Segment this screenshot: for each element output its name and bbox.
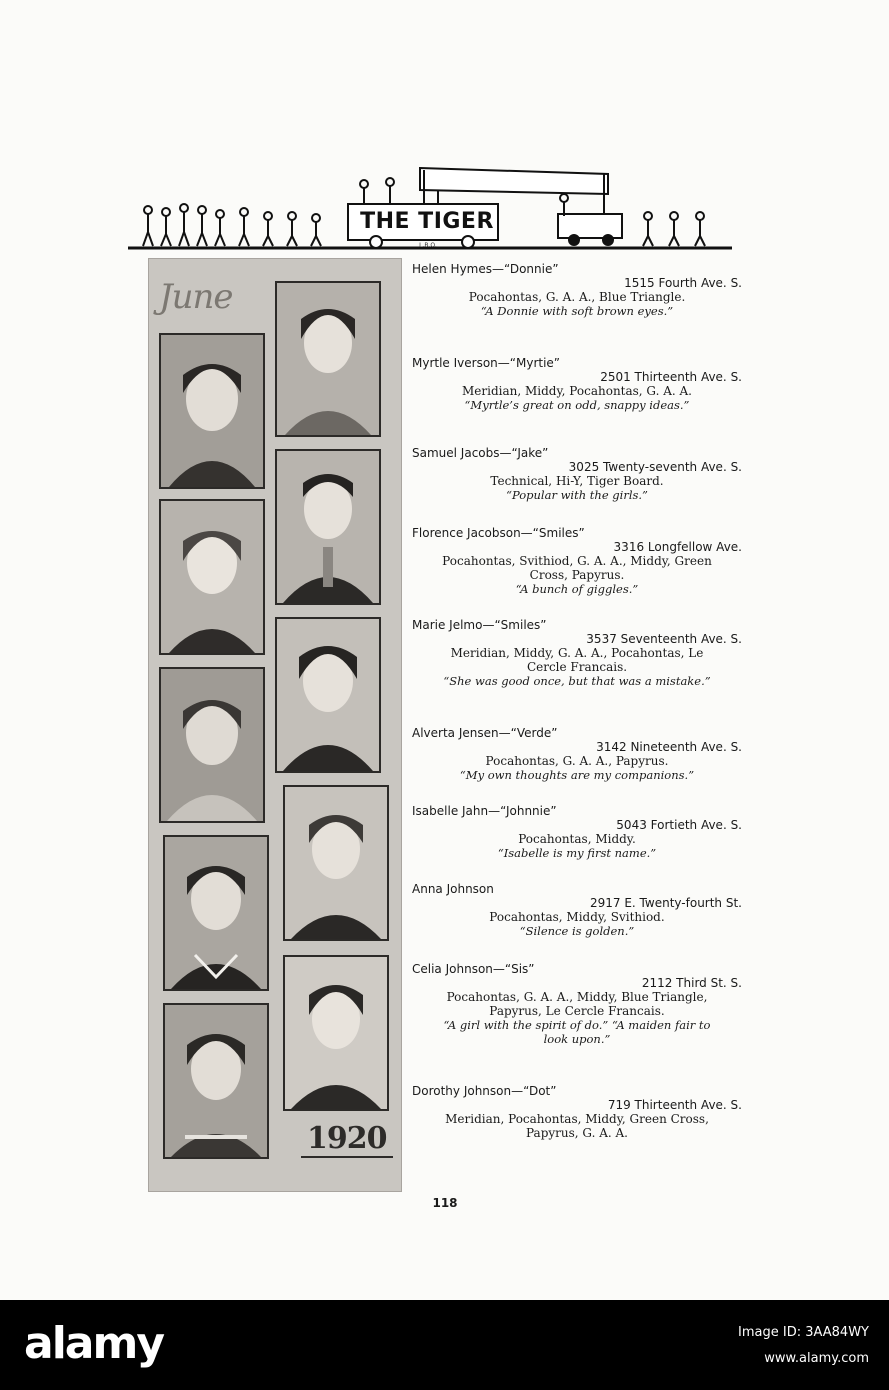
student-address: 3537 Seventeenth Ave. S. <box>586 632 742 646</box>
student-address: 5043 Fortieth Ave. S. <box>616 818 742 832</box>
student-address: 1515 Fourth Ave. S. <box>624 276 742 290</box>
student-name: Samuel Jacobs—“Jake” <box>412 446 549 460</box>
student-address: 3025 Twenty-seventh Ave. S. <box>568 460 742 474</box>
student-quote: “A girl with the spirit of do.” “A maiden fair to look upon.” <box>443 1018 711 1046</box>
portrait-photo <box>283 785 389 941</box>
student-name: Helen Hymes—“Donnie” <box>412 262 559 276</box>
student-quote: “A bunch of giggles.” <box>515 582 639 596</box>
parade-illustration <box>128 148 732 256</box>
student-clubs: Technical, Hi-Y, Tiger Board. <box>490 474 664 488</box>
student-address: 3142 Nineteenth Ave. S. <box>596 740 742 754</box>
student-entry <box>412 804 742 860</box>
student-entry <box>412 262 742 318</box>
student-address: 2112 Third St. S. <box>641 976 742 990</box>
portrait-photo <box>163 1003 269 1159</box>
student-entry <box>412 962 742 1046</box>
student-name: Dorothy Johnson—“Dot” <box>412 1084 557 1098</box>
month-label: June <box>159 277 233 317</box>
student-clubs: Pocahontas, Middy. <box>518 832 636 846</box>
portrait-photo <box>159 333 265 489</box>
student-address: 3316 Longfellow Ave. <box>613 540 742 554</box>
student-quote: “Myrtle’s great on odd, snappy ideas.” <box>464 398 690 412</box>
student-name: Florence Jacobson—“Smiles” <box>412 526 585 540</box>
student-name: Celia Johnson—“Sis” <box>412 962 535 976</box>
portrait-photo <box>159 667 265 823</box>
student-quote: “Isabelle is my first name.” <box>497 846 657 860</box>
student-name: Marie Jelmo—“Smiles” <box>412 618 547 632</box>
student-quote: “A Donnie with soft brown eyes.” <box>480 304 674 318</box>
student-address: 2917 E. Twenty-fourth St. <box>589 896 742 910</box>
student-entry <box>412 726 742 782</box>
banner-initials: L.B.O. <box>419 242 437 249</box>
student-clubs: Pocahontas, G. A. A., Blue Triangle. <box>468 290 686 304</box>
student-name: Alverta Jensen—“Verde” <box>412 726 558 740</box>
student-entry <box>412 618 742 688</box>
student-clubs: Meridian, Middy, Pocahontas, G. A. A. <box>462 384 692 398</box>
student-clubs: Meridian, Pocahontas, Middy, Green Cross, Papyrus, G. A. A. <box>445 1112 709 1140</box>
student-name: Isabelle Jahn—“Johnnie” <box>412 804 557 818</box>
portrait-photo <box>275 617 381 773</box>
year-label: 1920 <box>301 1121 393 1158</box>
student-quote: “My own thoughts are my companions.” <box>459 768 695 782</box>
student-entry <box>412 446 742 502</box>
student-address: 719 Thirteenth Ave. S. <box>607 1098 742 1112</box>
student-quote: “Silence is golden.” <box>519 924 635 938</box>
alamy-logo: alamy <box>24 1318 163 1369</box>
student-address: 2501 Thirteenth Ave. S. <box>600 370 742 384</box>
banner-title: THE TIGER <box>360 209 494 234</box>
tiger-banner <box>128 148 732 256</box>
site-url: www.alamy.com <box>764 1351 869 1366</box>
student-entry <box>412 526 742 596</box>
portrait-photo <box>275 281 381 437</box>
student-quote: “She was good once, but that was a mistake.” <box>443 674 711 688</box>
student-clubs: Pocahontas, G. A. A., Papyrus. <box>485 754 669 768</box>
student-clubs: Meridian, Middy, G. A. A., Pocahontas, Le Cercle Francais. <box>450 646 704 674</box>
portrait-photo <box>163 835 269 991</box>
student-entry <box>412 1084 742 1140</box>
image-id: Image ID: 3AA84WY <box>738 1325 869 1340</box>
portrait-photo <box>159 499 265 655</box>
page-number: 118 <box>432 1196 458 1210</box>
image-meta <box>738 1320 869 1372</box>
student-clubs: Pocahontas, G. A. A., Middy, Blue Triangle, Papyrus, Le Cercle Francais. <box>446 990 708 1018</box>
portrait-photo <box>283 955 389 1111</box>
photo-strip <box>148 258 402 1192</box>
student-name: Myrtle Iverson—“Myrtie” <box>412 356 561 370</box>
student-clubs: Pocahontas, Svithiod, G. A. A., Middy, Green Cross, Papyrus. <box>442 554 712 582</box>
student-quote: “Popular with the girls.” <box>506 488 648 502</box>
student-entry <box>412 356 742 412</box>
student-clubs: Pocahontas, Middy, Svithiod. <box>489 910 665 924</box>
watermark-footer <box>0 1300 889 1390</box>
student-entry <box>412 882 742 938</box>
student-name: Anna Johnson <box>412 882 494 896</box>
portrait-photo <box>275 449 381 605</box>
